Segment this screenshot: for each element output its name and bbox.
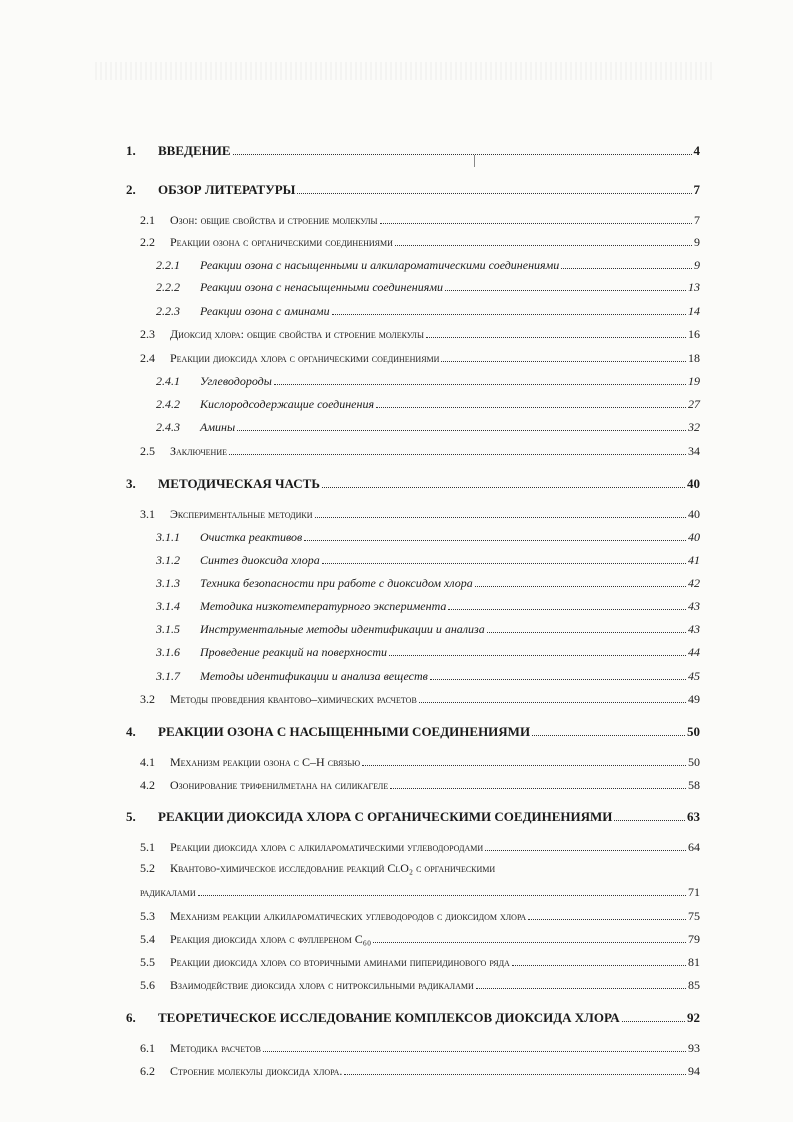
toc-entry-number: 3.2 xyxy=(140,692,155,706)
toc-entry-number: 2.3 xyxy=(140,327,155,341)
toc-entry-page: 71 xyxy=(688,885,700,899)
dot-leader xyxy=(445,290,686,291)
toc-entry-page: 49 xyxy=(688,692,700,706)
toc-entry[interactable] xyxy=(140,955,700,970)
toc-entry-title: Методика низкотемпературного эксперимента xyxy=(200,599,447,613)
toc-entry-page: 32 xyxy=(688,420,700,434)
toc-entry-title: Реакции озона с ненасыщенными соединениями xyxy=(200,280,443,294)
toc-entry-number: 3.1 xyxy=(140,507,155,521)
toc-entry-number: 5.2 xyxy=(140,861,155,875)
dot-leader xyxy=(561,268,692,269)
dot-leader xyxy=(532,735,685,736)
toc-entry[interactable] xyxy=(156,258,700,273)
toc-entry-title: Механизм реакции алкилароматических углеводородов с диоксидом хлора xyxy=(170,909,527,923)
toc-entry-title: Озонирование трифенилметана на силикагеле xyxy=(170,778,389,792)
toc-entry-title: ТЕОРЕТИЧЕСКОЕ ИССЛЕДОВАНИЕ КОМПЛЕКСОВ ДИОКСИДА ХЛОРА xyxy=(158,1010,620,1025)
dot-leader xyxy=(419,702,686,703)
toc-entry[interactable] xyxy=(140,351,700,366)
toc-entry[interactable] xyxy=(156,645,700,660)
toc-entry[interactable] xyxy=(140,235,700,250)
toc-entry-number: 3.1.7 xyxy=(156,669,180,683)
dot-leader xyxy=(376,407,686,408)
toc-entry-page: 43 xyxy=(688,622,700,636)
toc-entry-number: 3.1.1 xyxy=(156,530,180,544)
dot-leader xyxy=(304,540,686,541)
toc-entry[interactable] xyxy=(156,530,700,545)
toc-entry-title: Механизм реакции озона с C–H связью xyxy=(170,755,361,769)
toc-entry-page: 50 xyxy=(687,724,700,739)
toc-entry-page: 63 xyxy=(687,809,700,824)
toc-entry-title: Диоксид хлора: общие свойства и строение молекулы xyxy=(170,327,424,341)
dot-leader xyxy=(426,337,686,338)
toc-entry-title: Углеводороды xyxy=(200,374,272,388)
toc-entry-number: 6.1 xyxy=(140,1041,155,1055)
toc-entry-title: Инструментальные методы идентификации и анализа xyxy=(200,622,485,636)
toc-entry-title: Озон: общие свойства и строение молекулы xyxy=(170,213,378,227)
dot-leader xyxy=(362,765,686,766)
toc-entry-number: 2.2.2 xyxy=(156,280,180,294)
toc-entry-number: 2.2.3 xyxy=(156,304,180,318)
toc-entry-title: Заключение xyxy=(170,444,227,458)
toc-entry-page: 64 xyxy=(688,840,700,854)
toc-entry-number: 5.4 xyxy=(140,932,155,946)
toc-entry-title: Реакции озона с насыщенными и алкилароматическими соединениями xyxy=(200,258,560,272)
dot-leader xyxy=(322,487,685,488)
toc-entry-title: Экспериментальные методики xyxy=(170,507,313,521)
toc-entry[interactable] xyxy=(156,576,700,591)
toc-entry-number: 4.1 xyxy=(140,755,155,769)
toc-entry-title: Реакции диоксида хлора со вторичными аминами пиперидинового ряда xyxy=(170,955,510,969)
toc-entry-number: 3.1.2 xyxy=(156,553,180,567)
toc-entry[interactable] xyxy=(126,1010,700,1026)
toc-entry-page: 75 xyxy=(688,909,700,923)
toc-entry-title-continuation: радикалами xyxy=(140,885,196,899)
toc-entry[interactable] xyxy=(126,143,700,159)
toc-entry-title: Очистка реактивов xyxy=(200,530,303,544)
toc-entry[interactable] xyxy=(140,213,700,228)
toc-entry-page: 18 xyxy=(688,351,700,365)
toc-entry-number: 4.2 xyxy=(140,778,155,792)
dot-leader xyxy=(322,563,686,564)
toc-entry[interactable] xyxy=(126,182,700,198)
toc-entry-title: Реакции озона с органическими соединениями xyxy=(170,235,393,249)
toc-entry[interactable] xyxy=(140,507,700,522)
dot-leader xyxy=(512,965,686,966)
toc-entry-page: 9 xyxy=(694,258,700,272)
toc-entry[interactable] xyxy=(140,1041,700,1056)
toc-entry-page: 58 xyxy=(688,778,700,792)
toc-entry-title: Методы проведения квантово–химических расчетов xyxy=(170,692,417,706)
toc-entry[interactable] xyxy=(156,397,700,412)
dot-leader xyxy=(297,193,691,194)
toc-entry-page: 92 xyxy=(687,1010,700,1025)
dot-leader xyxy=(263,1051,686,1052)
toc-entry[interactable] xyxy=(140,909,700,924)
toc-entry-number: 3.1.3 xyxy=(156,576,180,590)
toc-entry-page: 4 xyxy=(693,143,700,158)
dot-leader xyxy=(485,850,686,851)
toc-entry-page: 19 xyxy=(688,374,700,388)
dot-leader xyxy=(430,679,686,680)
toc-entry-number: 6. xyxy=(126,1010,136,1025)
dot-leader xyxy=(395,245,692,246)
toc-entry-number: 2.1 xyxy=(140,213,155,227)
toc-entry[interactable] xyxy=(140,1064,700,1079)
toc-entry[interactable] xyxy=(140,978,700,993)
toc-entry-number: 2.4 xyxy=(140,351,155,365)
toc-entry-page: 9 xyxy=(694,235,700,249)
toc-entry-page: 41 xyxy=(688,553,700,567)
toc-entry-page: 40 xyxy=(687,476,700,491)
toc-entry[interactable] xyxy=(140,692,700,707)
toc-entry[interactable] xyxy=(140,444,700,459)
toc-entry-title: Реакции диоксида хлора с алкилароматическими углеводородами xyxy=(170,840,484,854)
dot-leader xyxy=(237,430,686,431)
toc-entry-page: 94 xyxy=(688,1064,700,1078)
toc-entry[interactable] xyxy=(156,599,700,614)
toc-entry-number: 2.4.3 xyxy=(156,420,180,434)
toc-entry[interactable] xyxy=(156,622,700,637)
toc-entry-page: 44 xyxy=(688,645,700,659)
toc-entry-page: 50 xyxy=(688,755,700,769)
toc-entry-page: 40 xyxy=(688,530,700,544)
toc-entry-number: 5.5 xyxy=(140,955,155,969)
dot-leader xyxy=(344,1074,686,1075)
toc-entry-page: 13 xyxy=(688,280,700,294)
toc-entry-number: 5.1 xyxy=(140,840,155,854)
toc-entry[interactable] xyxy=(156,374,700,389)
toc-entry-title: Синтез диоксида хлора xyxy=(200,553,320,567)
dot-leader xyxy=(528,919,686,920)
toc-entry[interactable] xyxy=(140,755,700,770)
dot-leader xyxy=(475,586,686,587)
dot-leader xyxy=(622,1021,685,1022)
toc-entry-page: 14 xyxy=(688,304,700,318)
toc-entry-number: 3.1.4 xyxy=(156,599,180,613)
toc-entry-number: 5.6 xyxy=(140,978,155,992)
toc-entry-page: 40 xyxy=(688,507,700,521)
dot-leader xyxy=(315,517,687,518)
toc-entry-page: 42 xyxy=(688,576,700,590)
toc-entry-continuation xyxy=(140,885,700,900)
toc-entry[interactable] xyxy=(140,327,700,342)
dot-leader xyxy=(441,361,686,362)
toc-entry-number: 2.4.2 xyxy=(156,397,180,411)
toc-entry-page: 45 xyxy=(688,669,700,683)
dot-leader xyxy=(476,988,686,989)
toc-entry-number: 1. xyxy=(126,143,136,158)
toc-entry-number: 2.2 xyxy=(140,235,155,249)
toc-entry-page: 93 xyxy=(688,1041,700,1055)
dot-leader xyxy=(274,384,686,385)
dot-leader xyxy=(373,942,686,943)
toc-entry-page: 43 xyxy=(688,599,700,613)
dot-leader xyxy=(229,454,686,455)
dot-leader xyxy=(233,154,692,155)
toc-entry-page: 85 xyxy=(688,978,700,992)
dot-leader xyxy=(487,632,686,633)
toc-entry[interactable] xyxy=(156,669,700,684)
dot-leader xyxy=(614,820,685,821)
toc-entry[interactable] xyxy=(140,861,700,876)
toc-entry-number: 2.4.1 xyxy=(156,374,180,388)
toc-entry-number: 3. xyxy=(126,476,136,491)
toc-entry-title: Амины xyxy=(200,420,236,434)
toc-entry-page: 27 xyxy=(688,397,700,411)
toc-entry-title: МЕТОДИЧЕСКАЯ ЧАСТЬ xyxy=(158,476,320,491)
toc-entry-number: 2.2.1 xyxy=(156,258,180,272)
toc-entry-title: Реакции диоксида хлора с органическими соединениями xyxy=(170,351,440,365)
toc-entry[interactable] xyxy=(126,809,700,825)
toc-entry-title: ОБЗОР ЛИТЕРАТУРЫ xyxy=(158,182,296,197)
toc-entry-title: Проведение реакций на поверхности xyxy=(200,645,388,659)
dot-leader xyxy=(198,895,686,896)
toc-entry-title: РЕАКЦИИ ОЗОНА С НАСЫЩЕННЫМИ СОЕДИНЕНИЯМИ xyxy=(158,724,531,739)
toc-entry-number: 3.1.5 xyxy=(156,622,180,636)
toc-entry-title: РЕАКЦИИ ДИОКСИДА ХЛОРА С ОРГАНИЧЕСКИМИ СОЕДИНЕНИЯМИ xyxy=(158,809,613,824)
toc-entry[interactable] xyxy=(140,840,700,855)
toc-entry-page: 81 xyxy=(688,955,700,969)
dot-leader xyxy=(380,223,692,224)
toc-entry-number: 6.2 xyxy=(140,1064,155,1078)
toc-entry-page: 34 xyxy=(688,444,700,458)
dot-leader xyxy=(332,314,686,315)
toc-entry[interactable] xyxy=(156,553,700,568)
toc-entry-page: 16 xyxy=(688,327,700,341)
toc-entry-title: Методика расчетов xyxy=(170,1041,261,1055)
toc-entry-number: 4. xyxy=(126,724,136,739)
toc-entry-number: 5. xyxy=(126,809,136,824)
toc-entry[interactable] xyxy=(156,420,700,435)
dot-leader xyxy=(390,788,686,789)
toc-entry-title: Квантово-химическое исследование реакций ClO₂ с органическими xyxy=(170,861,496,875)
toc-entry[interactable] xyxy=(126,724,700,740)
dot-leader xyxy=(389,655,686,656)
toc-entry-title: Методы идентификации и анализа веществ xyxy=(200,669,428,683)
toc-entry-title: Кислородсодержащие соединения xyxy=(200,397,375,411)
toc-entry[interactable] xyxy=(140,932,700,947)
toc-entry-page: 7 xyxy=(693,182,700,197)
toc-entry-number: 2.5 xyxy=(140,444,155,458)
toc-entry[interactable] xyxy=(140,778,700,793)
toc-entry-page: 79 xyxy=(688,932,700,946)
toc-entry-title: Взаимодействие диоксида хлора с нитроксильными радикалами xyxy=(170,978,474,992)
toc-entry-title: Техника безопасности при работе с диоксидом хлора xyxy=(200,576,473,590)
toc-entry-number: 5.3 xyxy=(140,909,155,923)
toc-entry-title: Реакция диоксида хлора с фуллереном C₆₀ xyxy=(170,932,372,946)
toc-entry-title: Реакции озона с аминами xyxy=(200,304,330,318)
toc-entry-number: 2. xyxy=(126,182,136,197)
toc-entry-title: ВВЕДЕНИЕ xyxy=(158,143,231,158)
toc-entry[interactable] xyxy=(126,476,700,492)
dot-leader xyxy=(448,609,686,610)
toc-entry-number: 3.1.6 xyxy=(156,645,180,659)
toc-entry-title: Строение молекулы диоксида хлора. xyxy=(170,1064,343,1078)
toc-entry[interactable] xyxy=(156,304,700,319)
toc-entry[interactable] xyxy=(156,280,700,295)
toc-entry-page: 7 xyxy=(694,213,700,227)
